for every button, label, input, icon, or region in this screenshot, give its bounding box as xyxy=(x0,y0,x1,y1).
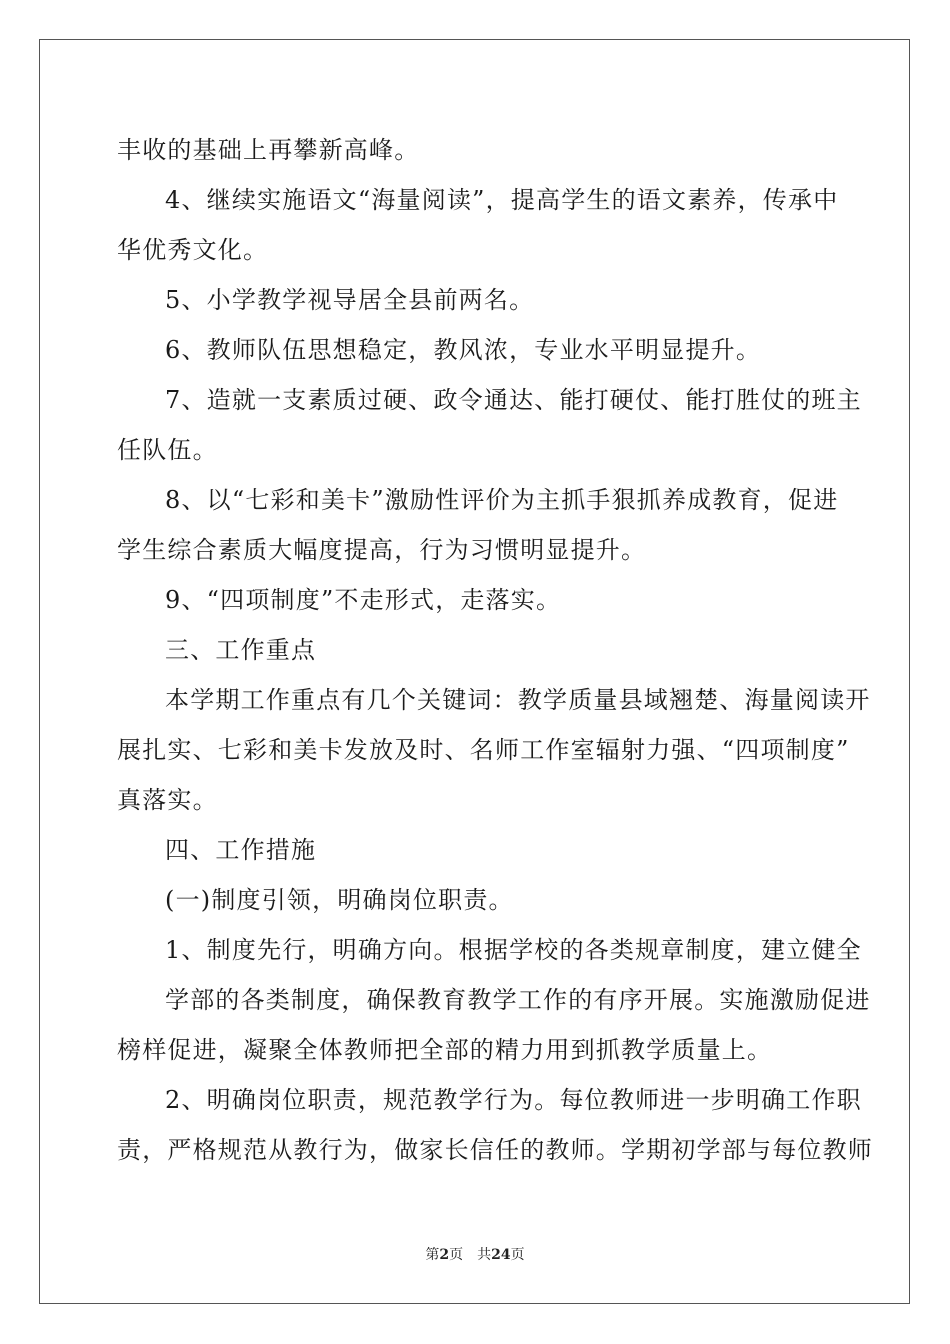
total-prefix: 共 xyxy=(477,1247,492,1263)
text-line: 任队伍。 xyxy=(117,436,218,464)
text-line: 学生综合素质大幅度提高，行为习惯明显提升。 xyxy=(117,536,647,564)
text-line: 丰收的基础上再攀新高峰。 xyxy=(117,136,420,164)
page-suffix: 页 xyxy=(449,1247,464,1263)
section-heading: 三、工作重点 xyxy=(165,636,317,664)
total-suffix: 页 xyxy=(510,1247,525,1263)
text-line: 责，严格规范从教行为，做家长信任的教师。学期初学部与每位教师 xyxy=(117,1136,873,1164)
text-line: 学部的各类制度，确保教育教学工作的有序开展。实施激励促进 xyxy=(165,986,871,1014)
page-number: 2 xyxy=(439,1247,450,1263)
page-prefix: 第 xyxy=(425,1247,440,1263)
text-line: 7、造就一支素质过硬、政令通达、能打硬仗、能打胜仗的班主 xyxy=(165,386,862,414)
text-line: 5、小学教学视导居全县前两名。 xyxy=(165,286,535,314)
section-heading: 四、工作措施 xyxy=(165,836,317,864)
text-line: 真落实。 xyxy=(117,786,218,814)
text-line: 展扎实、七彩和美卡发放及时、名师工作室辐射力强、“四项制度” xyxy=(117,736,850,764)
text-line: 8、以“七彩和美卡”激励性评价为主抓手狠抓养成教育，促进 xyxy=(165,486,839,514)
text-line: 6、教师队伍思想稳定，教风浓，专业水平明显提升。 xyxy=(165,336,762,364)
text-line: 本学期工作重点有几个关键词：教学质量县域翘楚、海量阅读开 xyxy=(165,686,871,714)
text-line: 1、制度先行，明确方向。根据学校的各类规章制度，建立健全 xyxy=(165,936,862,964)
text-line: 华优秀文化。 xyxy=(117,236,269,264)
text-line: 4、继续实施语文“海量阅读”，提高学生的语文素养，传承中 xyxy=(165,186,839,214)
total-pages: 24 xyxy=(491,1247,511,1263)
text-line: 2、明确岗位职责，规范教学行为。每位教师进一步明确工作职 xyxy=(165,1086,862,1114)
subsection-heading: (一)制度引领，明确岗位职责。 xyxy=(165,886,514,914)
text-line: 榜样促进，凝聚全体教师把全部的精力用到抓教学质量上。 xyxy=(117,1036,773,1064)
text-line: 9、“四项制度”不走形式，走落实。 xyxy=(165,586,562,614)
page-footer xyxy=(0,1245,950,1265)
